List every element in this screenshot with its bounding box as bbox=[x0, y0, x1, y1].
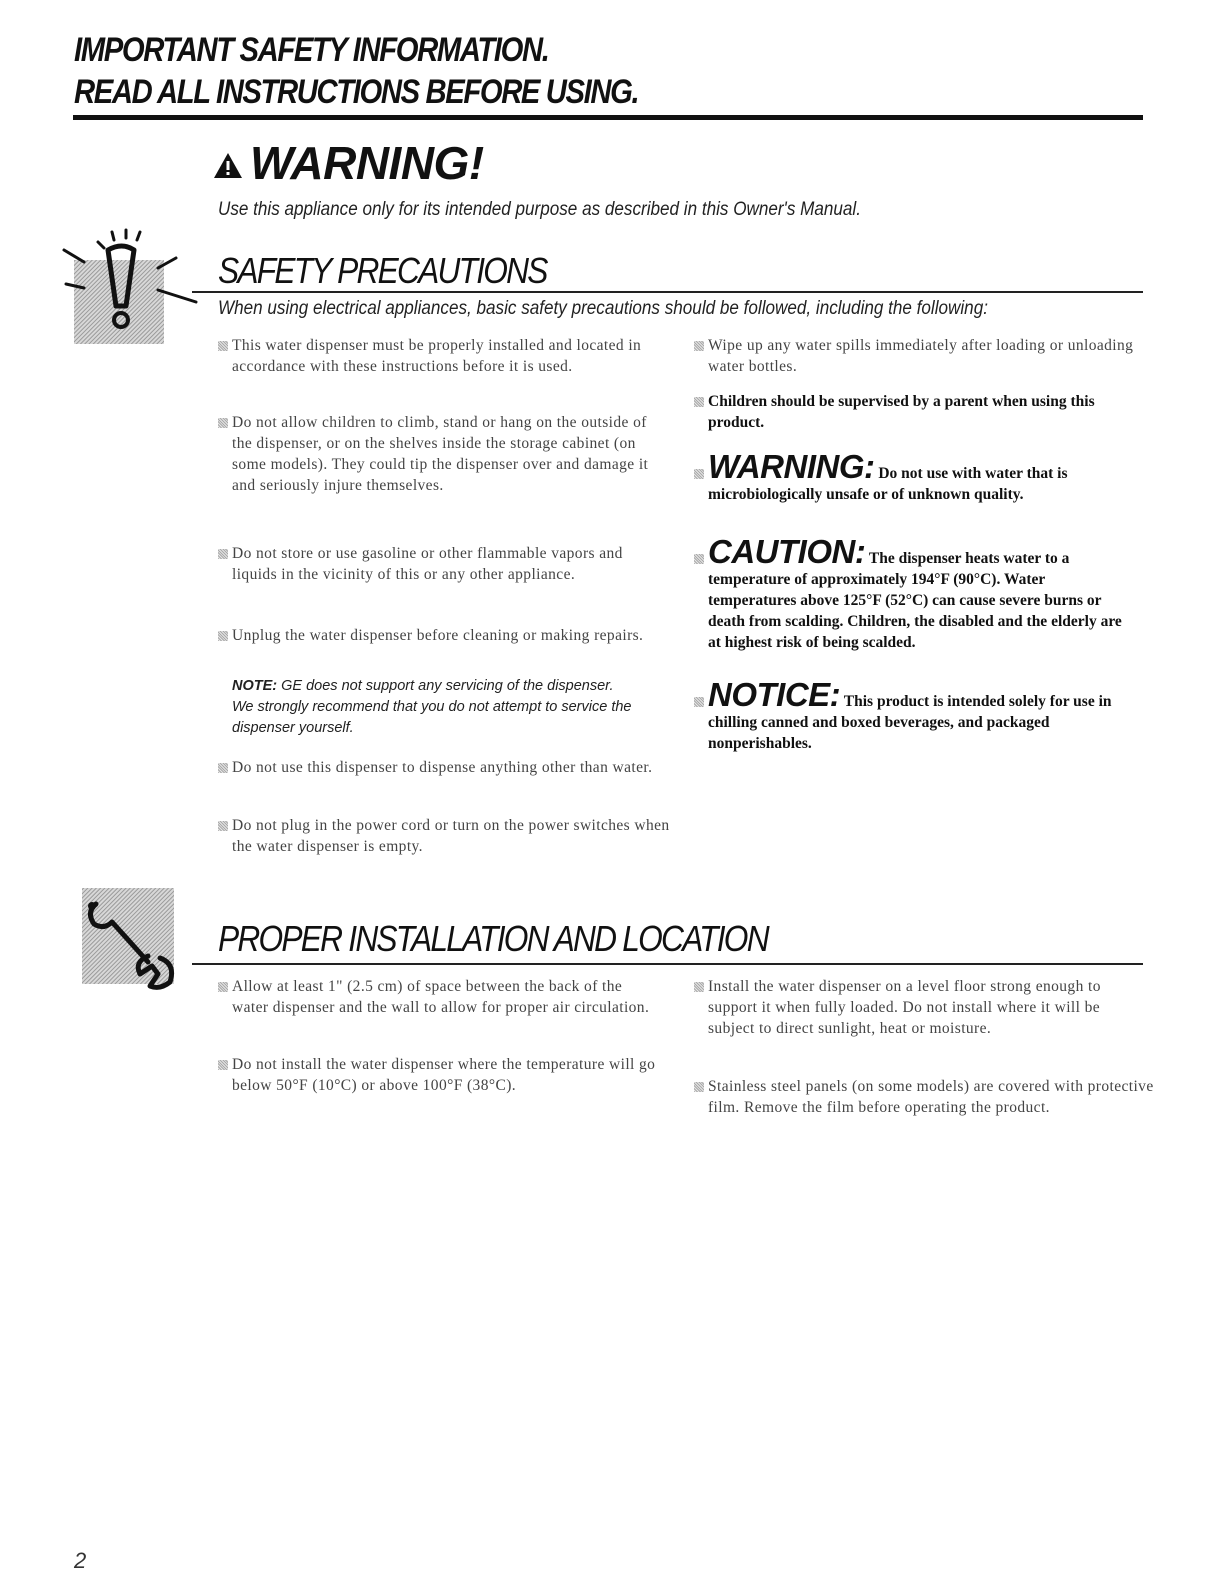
wrench-icon bbox=[72, 882, 188, 994]
header-rule bbox=[73, 115, 1143, 120]
page-number: 2 bbox=[74, 1548, 87, 1573]
bullet-icon bbox=[218, 418, 228, 428]
exclamation-burst-icon bbox=[60, 228, 200, 344]
list-item: Do not plug in the power cord or turn on the power switches when the water dispenser is empty. bbox=[218, 815, 682, 857]
notice-item: NOTICE: This product is intended solely for use in chilling canned and boxed beverages, and packaged nonperishables. bbox=[694, 680, 1128, 754]
warning-triangle-icon bbox=[213, 152, 243, 179]
caution-item: CAUTION: The dispenser heats water to a temperature of approximately 194°F (90°C). Water temperatures above 125°F (52°C) can cause severe burns or death from scalding. Children, the disabled and the elderly are at highest risk of being scalded. bbox=[694, 537, 1128, 653]
list-item: Stainless steel panels (on some models) are covered with protective film. Remove the film before operating the product. bbox=[694, 1076, 1158, 1118]
bullet-icon bbox=[694, 982, 704, 992]
bullet-icon bbox=[218, 821, 228, 831]
caution-label: CAUTION: bbox=[708, 533, 866, 570]
bullet-icon bbox=[694, 341, 704, 351]
list-item: Unplug the water dispenser before cleaning or making repairs. bbox=[218, 625, 662, 646]
bullet-icon bbox=[218, 341, 228, 351]
list-item: This water dispenser must be properly installed and located in accordance with these instructions before it is used. bbox=[218, 335, 662, 377]
installation-rule bbox=[192, 963, 1143, 965]
bullet-icon bbox=[694, 397, 704, 407]
service-note: NOTE: GE does not support any servicing of the dispenser. We strongly recommend that you do not attempt to service the dispenser yourself. bbox=[232, 678, 632, 736]
notice-label: NOTICE: bbox=[708, 676, 841, 713]
bullet-icon bbox=[218, 982, 228, 992]
bullet-icon bbox=[694, 469, 704, 479]
list-item: Allow at least 1" (2.5 cm) of space between the back of the water dispenser and the wall to allow for proper air circulation. bbox=[218, 976, 662, 1018]
warning-item: WARNING: Do not use with water that is microbiologically unsafe or of unknown quality. bbox=[694, 452, 1128, 505]
warning-label: WARNING: bbox=[708, 448, 875, 485]
safety-title: SAFETY PRECAUTIONS bbox=[218, 250, 547, 291]
list-item: Install the water dispenser on a level floor strong enough to support it when fully loaded. Do not install where it will be subject to direct sunlight, heat or moisture. bbox=[694, 976, 1148, 1039]
bullet-icon bbox=[218, 631, 228, 641]
note-label: NOTE: bbox=[232, 678, 278, 694]
safety-intro: When using electrical appliances, basic safety precautions should be followed, including the following: bbox=[218, 298, 988, 319]
bullet-icon bbox=[218, 763, 228, 773]
installation-title: PROPER INSTALLATION AND LOCATION bbox=[218, 918, 768, 959]
list-item: Do not allow children to climb, stand or hang on the outside of the dispenser, or on the shelves inside the storage cabinet (on some models). They could tip the dispenser over and damage it and seriously injure themselves. bbox=[218, 412, 662, 496]
bullet-icon bbox=[218, 1060, 228, 1070]
header-line-2: READ ALL INSTRUCTIONS BEFORE USING. bbox=[74, 73, 639, 111]
supervision-item: Children should be supervised by a parent when using this product. bbox=[694, 391, 1138, 433]
bullet-icon bbox=[694, 697, 704, 707]
list-item: Do not use this dispenser to dispense anything other than water. bbox=[218, 757, 662, 778]
header-line-1: IMPORTANT SAFETY INFORMATION. bbox=[74, 31, 549, 69]
warning-title: WARNING! bbox=[250, 137, 484, 189]
list-item: Do not install the water dispenser where the temperature will go below 50°F (10°C) or above 100°F (38°C). bbox=[218, 1054, 662, 1096]
bullet-icon bbox=[694, 1082, 704, 1092]
warning-subtitle: Use this appliance only for its intended purpose as described in this Owner's Manual. bbox=[218, 199, 861, 220]
list-item: Do not store or use gasoline or other flammable vapors and liquids in the vicinity of this or any other appliance. bbox=[218, 543, 662, 585]
safety-rule bbox=[192, 291, 1143, 293]
list-item: Wipe up any water spills immediately after loading or unloading water bottles. bbox=[694, 335, 1148, 377]
bullet-icon bbox=[218, 549, 228, 559]
bullet-icon bbox=[694, 554, 704, 564]
